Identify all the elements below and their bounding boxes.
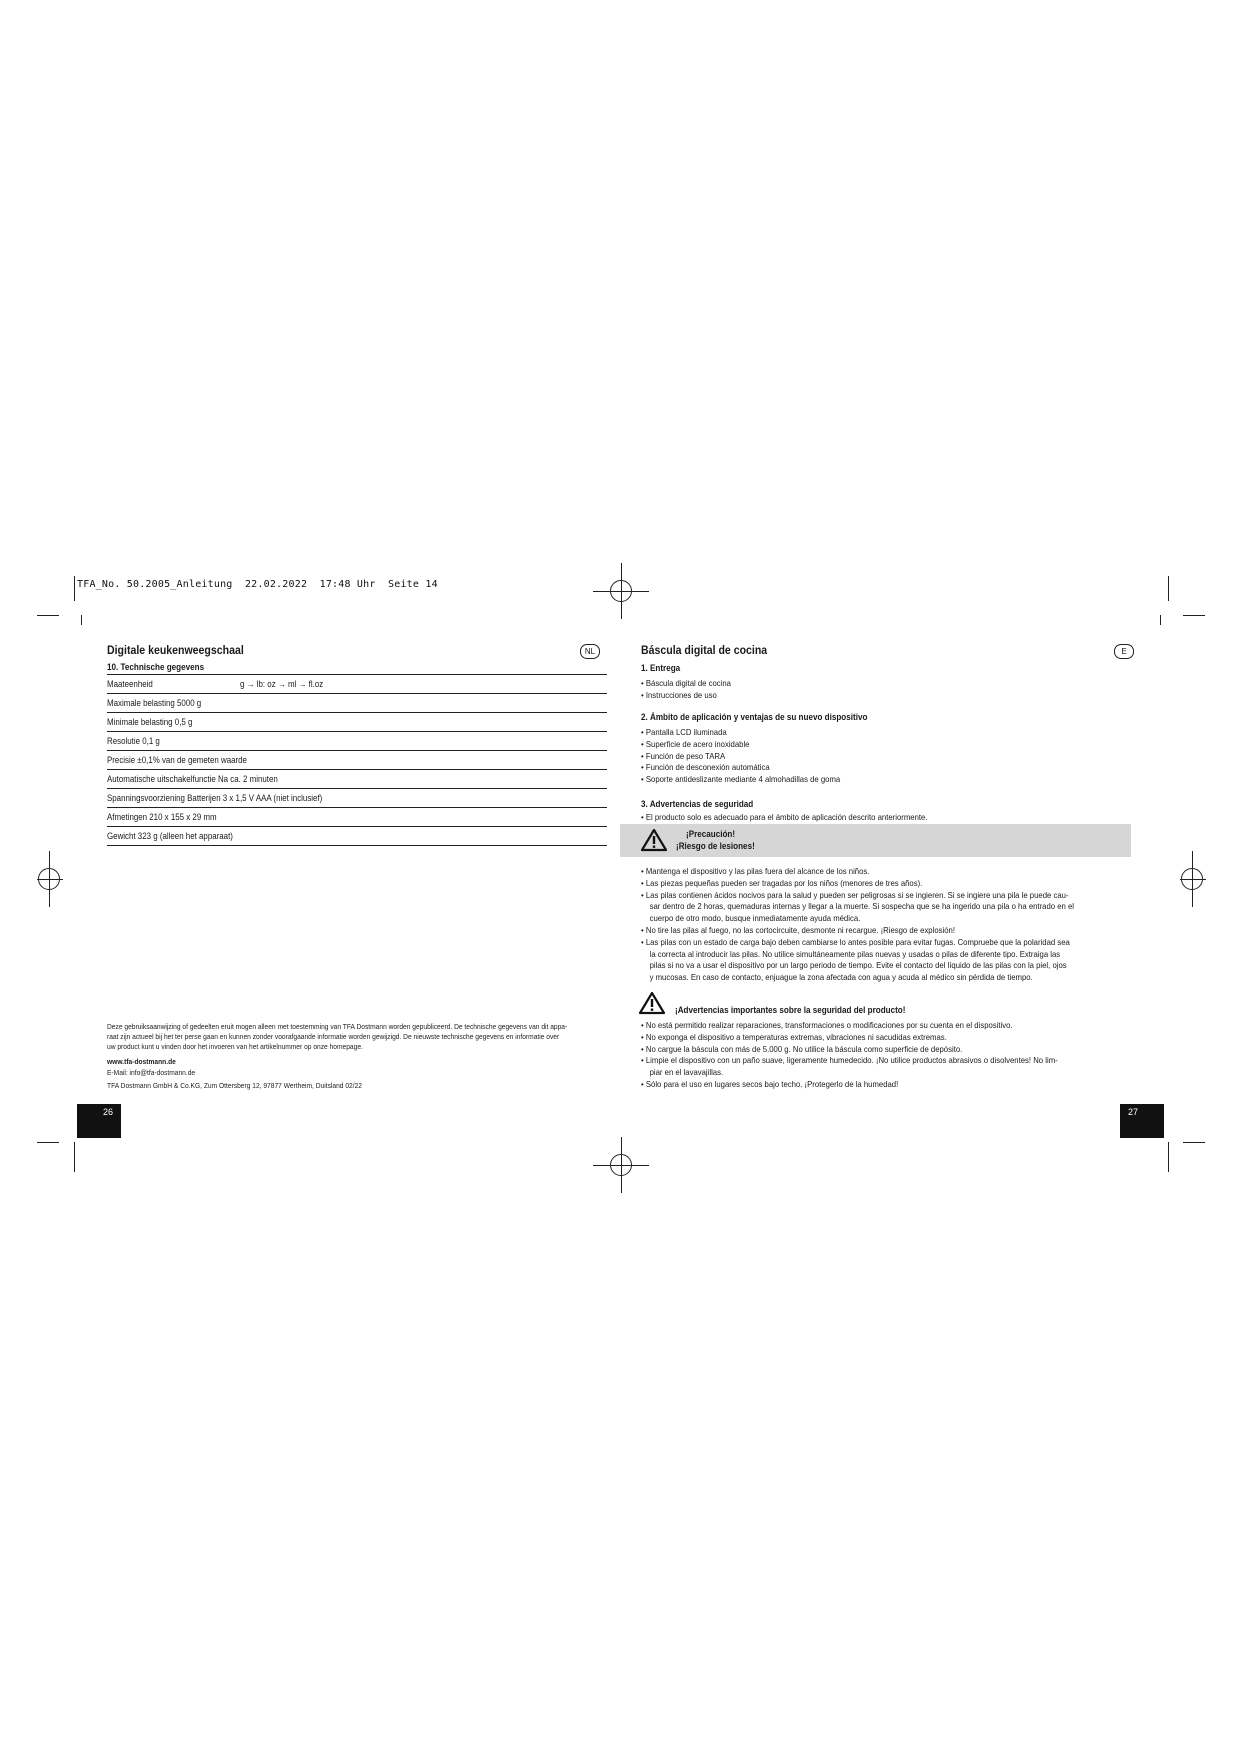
spec-value: g → lb: oz → ml → fl.oz <box>240 679 324 689</box>
list-item: pilas si no va a usar el dispositivo por un largo periodo de tiempo. Evite el contacto del líquido de las pilas con la piel, ojos <box>641 960 1067 971</box>
delivery-list <box>641 678 741 702</box>
list-item: • El producto solo es adecuado para el ámbito de aplicación descrito anteriormente. <box>641 812 928 822</box>
spec-row <box>107 694 607 713</box>
product-safety-list <box>641 1020 1104 1091</box>
spec-label: Gewicht 323 g (alleen het apparaat) <box>107 831 233 841</box>
spec-label: Minimale belasting 0,5 g <box>107 717 193 727</box>
spec-row <box>107 675 607 694</box>
caution-subheading: ¡Riesgo de lesiones! <box>676 841 755 851</box>
list-item: • Las piezas pequeñas pueden ser tragadas por los niños (menores de tres años). <box>641 877 923 888</box>
list-item: • Báscula digital de cocina <box>641 678 731 688</box>
spec-label: Maximale belasting 5000 g <box>107 698 202 708</box>
language-badge-e: E <box>1114 644 1134 659</box>
list-item: • Mantenga el dispositivo y las pilas fuera del alcance de los niños. <box>641 866 870 876</box>
list-item: • No está permitido realizar reparaciones, transformaciones o modificaciones por su cuenta en el dispositivo. <box>641 1020 1013 1030</box>
list-item: • No cargue la báscula con más de 5.000 g. No utilice la báscula como superficie de depósito. <box>641 1043 963 1054</box>
print-header: TFA_No. 50.2005_Anleitung 22.02.2022 17:48 Uhr Seite 14 <box>77 579 438 590</box>
spec-label: Maateenheid <box>107 679 153 689</box>
features-list <box>641 727 862 786</box>
list-item: sar dentro de 2 horas, quemaduras internas y llegar a la muerte. Si sospecha que se ha ingerido una pila o ha entrado en el <box>641 901 1074 912</box>
spec-label: Automatische uitschakelfunctie Na ca. 2 minuten <box>107 774 278 784</box>
spec-row <box>107 789 607 808</box>
list-item: • Función de peso TARA <box>641 750 726 761</box>
footer-line: uw product kunt u vinden door het invoeren van het artikelnummer op onze homepage. <box>107 1042 363 1051</box>
company-address: TFA Dostmann GmbH & Co.KG, Zum Ottersberg 12, 97877 Wertheim, Duitsland 02/22 <box>107 1081 362 1090</box>
language-badge-nl: NL <box>580 644 600 659</box>
list-item: • Las pilas con un estado de carga bajo deben cambiarse lo antes posible para evitar fugas. Compruebe que la polaridad sea <box>641 936 1070 947</box>
footer-line: raat zijn actueel bij het ter perse gaan en kunnen zonder voorafgaande informatie worden gewijzigd. De nieuwste technische gegevens en informatie over <box>107 1032 560 1041</box>
spec-label: Afmetingen 210 x 155 x 29 mm <box>107 812 217 822</box>
product-safety-heading: ¡Advertencias importantes sobre la seguridad del producto! <box>675 1005 906 1015</box>
list-item: • No tire las pilas al fuego, no las cortocircuite, desmonte ni recargue. ¡Riesgo de explosión! <box>641 924 955 935</box>
list-item: • Sólo para el uso en lugares secos bajo techo. ¡Protegerlo de la humedad! <box>641 1078 899 1089</box>
legal-footer <box>107 1022 618 1091</box>
list-item: • Función de desconexión automática <box>641 762 770 773</box>
list-item: • Instrucciones de uso <box>641 689 717 700</box>
page-number-left: 26 <box>77 1104 121 1138</box>
list-item: • Las pilas contienen ácidos nocivos para la salud y pueden ser peligrosas si se ingieren. Si se ingiere una pila le puede cau- <box>641 889 1069 900</box>
spec-row <box>107 713 607 732</box>
list-item: • Limpie el dispositivo con un paño suave, ligeramente humedecido. ¡No utilice productos abrasivos o disolventes! No lim- <box>641 1055 1058 1066</box>
caution-box <box>620 824 1131 857</box>
footer-line: Deze gebruiksaanwijzing of gedeelten eruit mogen alleen met toestemming van TFA Dostmann worden gepubliceerd. De technische gegevens van dit appa- <box>107 1022 568 1031</box>
spec-label: Spanningsvoorziening Batterijen 3 x 1,5 V AAA (niet inclusief) <box>107 793 323 803</box>
caution-heading: ¡Precaución! <box>686 829 736 839</box>
list-item: • Pantalla LCD iluminada <box>641 727 727 737</box>
section-heading-technical-data: 10. Technische gegevens <box>107 662 205 672</box>
spec-label: Resolutie 0,1 g <box>107 736 160 746</box>
section-heading-safety: 3. Advertencias de seguridad <box>641 799 754 809</box>
spec-row <box>107 751 607 770</box>
email-link[interactable]: E-Mail: info@tfa-dostmann.de <box>107 1068 196 1077</box>
right-page-title: Báscula digital de cocina <box>641 643 768 657</box>
list-item: la correcta al introducir las pilas. No utilice simultáneamente pilas nuevas y usadas o pilas de diferente tipo. Extraiga las <box>641 948 1061 959</box>
spec-row <box>107 770 607 789</box>
section-heading-delivery: 1. Entrega <box>641 663 681 673</box>
list-item: y mucosas. En caso de contacto, enjuague la zona afectada con agua y acuda al médico sin pérdida de tiempo. <box>641 972 1033 983</box>
spec-label: Precisie ±0,1% van de gemeten waarde <box>107 755 247 765</box>
list-item: piar en el lavavajillas. <box>641 1067 724 1078</box>
safety-intro <box>641 812 959 824</box>
left-page-title: Digitale keukenweegschaal <box>107 643 244 657</box>
spec-row <box>107 808 607 827</box>
warning-triangle-icon <box>638 991 666 1020</box>
spec-row <box>107 827 607 846</box>
list-item: • No exponga el dispositivo a temperaturas extremas, vibraciones ni sacudidas extremas. <box>641 1031 947 1042</box>
website-link[interactable]: www.tfa-dostmann.de <box>107 1057 176 1066</box>
section-heading-scope: 2. Ámbito de aplicación y ventajas de su nuevo dispositivo <box>641 712 868 722</box>
list-item: cuerpo de otro modo, busque inmediatamente ayuda médica. <box>641 913 861 924</box>
warning-triangle-icon <box>640 828 668 852</box>
safety-list <box>641 866 1122 984</box>
page-number-right: 27 <box>1120 1104 1164 1138</box>
list-item: • Superficie de acero inoxidable <box>641 738 750 749</box>
spec-row <box>107 732 607 751</box>
list-item: • Soporte antideslizante mediante 4 almohadillas de goma <box>641 774 841 785</box>
